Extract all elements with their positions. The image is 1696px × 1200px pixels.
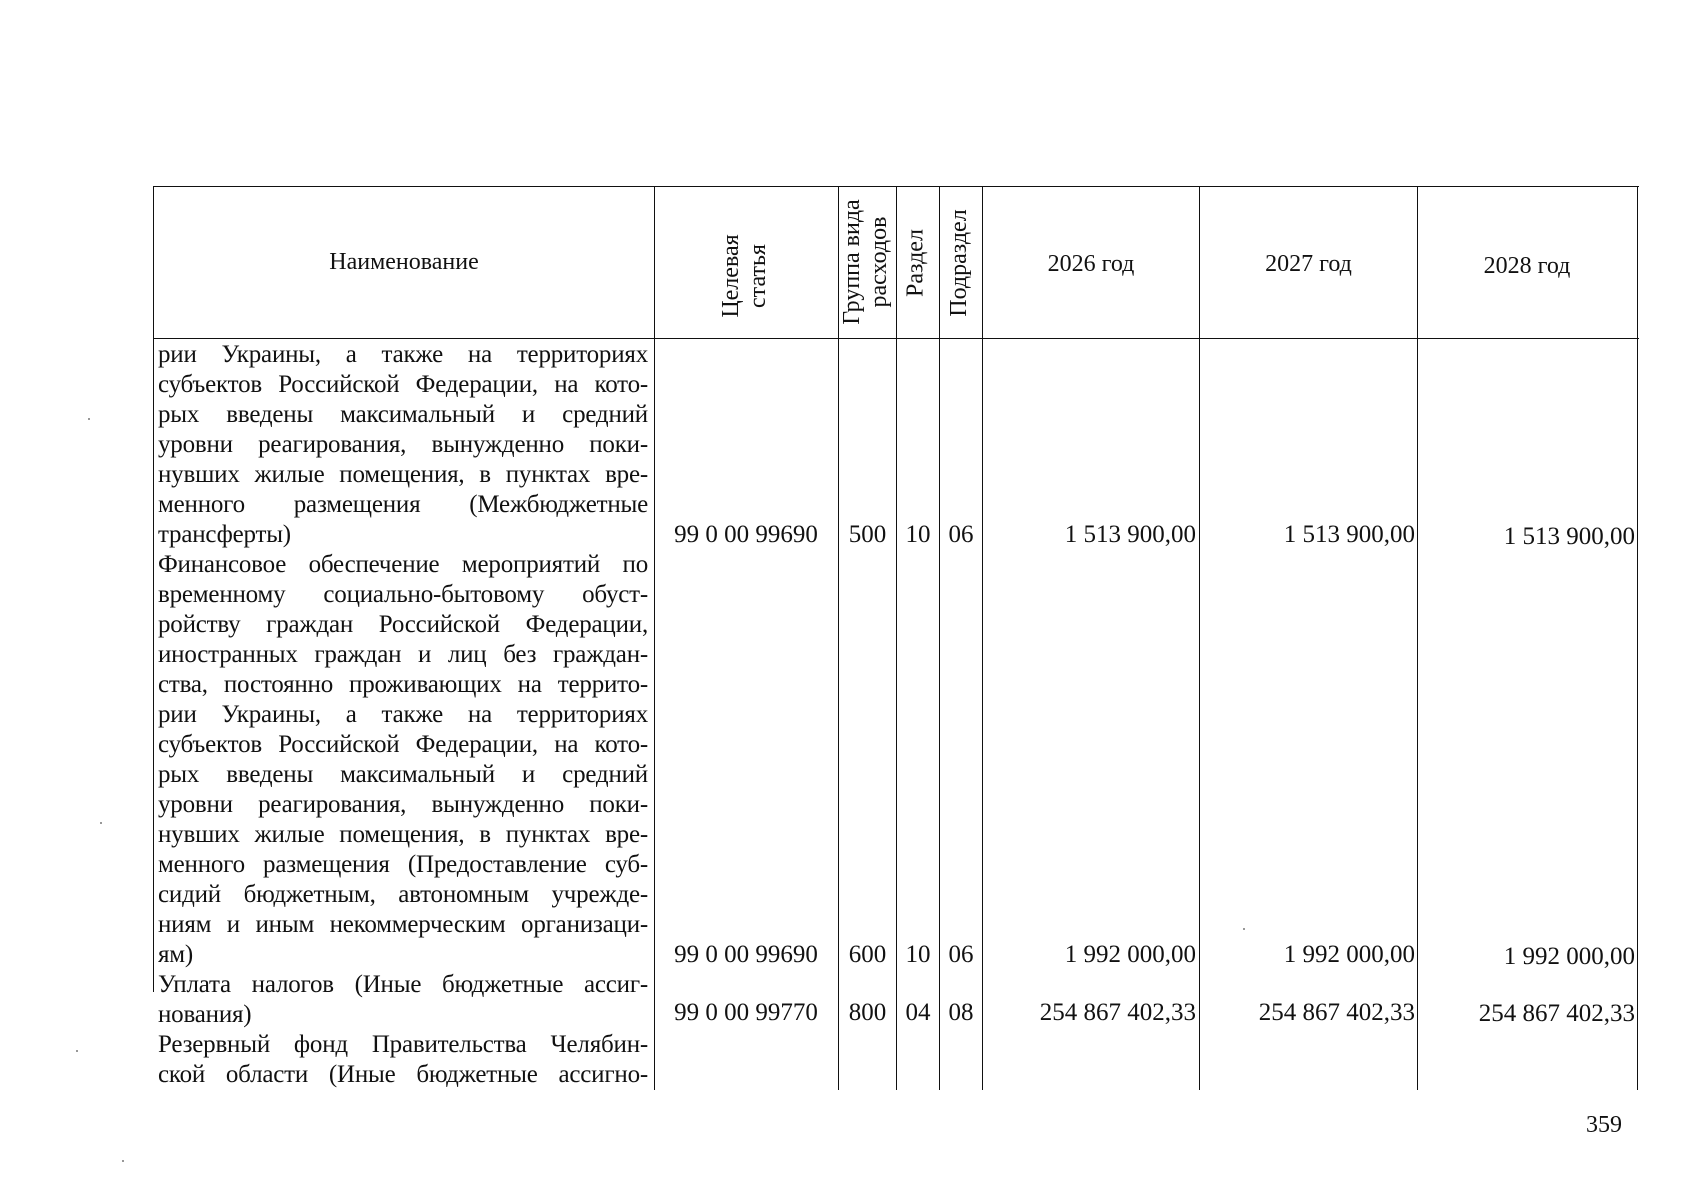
- amount-2026-cell: 254 867 402,33: [1039, 999, 1196, 1026]
- header-expense-group: Группа вида расходов: [839, 199, 892, 325]
- column-divider: [1199, 186, 1200, 1090]
- table-right-border: [1637, 186, 1638, 1090]
- table-row-1-name-line: менного размещения (Межбюджетные: [158, 491, 648, 518]
- table-row-3-name-line: Уплата налогов (Иные бюджетные ассиг-: [158, 971, 648, 998]
- subsection-cell: 06: [948, 521, 974, 548]
- amount-2026-cell: 1 513 900,00: [1064, 521, 1196, 548]
- header-subsection: Подраздел: [946, 209, 972, 317]
- column-divider: [982, 186, 983, 1090]
- table-row-2-name-line: рии Украины, а также на территориях: [158, 701, 648, 728]
- page-number: 359: [1586, 1112, 1622, 1138]
- column-divider: [939, 186, 940, 1090]
- expense-group-cell: 500: [848, 521, 887, 548]
- table-row-2-name-line: субъектов Российской Федерации, на кото-: [158, 731, 648, 758]
- header-year-2027: 2027 год: [1265, 251, 1352, 277]
- section-cell: 10: [905, 941, 931, 968]
- scan-speck: [100, 822, 102, 824]
- table-row-2-name-line: ства, постоянно проживающих на террито-: [158, 671, 648, 698]
- table-row-2-name-line: ям): [158, 941, 194, 968]
- column-divider: [1417, 186, 1418, 1090]
- header-name: Наименование: [329, 249, 479, 275]
- table-row-2-name-line: рых введены максимальный и средний: [158, 761, 648, 788]
- table-row-2-name-line: иностранных граждан и лиц без граждан-: [158, 641, 648, 668]
- table-row-1-name-line: рии Украины, а также на территориях: [158, 341, 648, 368]
- table-row-1-name-line: рых введены максимальный и средний: [158, 401, 648, 428]
- table-row-2-name-line: менного размещения (Предоставление суб-: [158, 851, 648, 878]
- section-cell: 10: [905, 521, 931, 548]
- amount-2027-cell: 254 867 402,33: [1258, 999, 1415, 1026]
- expense-group-cell: 600: [848, 941, 887, 968]
- scan-speck: [1243, 928, 1245, 930]
- amount-2026-cell: 1 992 000,00: [1064, 941, 1196, 968]
- column-divider: [896, 186, 897, 1090]
- table-row-2-name-line: временному социально-бытовому обуст-: [158, 581, 648, 608]
- scan-speck: [122, 1160, 124, 1162]
- table-row-3-name-line: нования): [158, 1001, 252, 1028]
- table-row-2-name-line: ниям и иным некоммерческим организаци-: [158, 911, 648, 938]
- amount-2027-cell: 1 513 900,00: [1283, 521, 1415, 548]
- column-divider: [654, 186, 655, 1090]
- subsection-cell: 06: [948, 941, 974, 968]
- table-row-1-name-line: субъектов Российской Федерации, на кото-: [158, 371, 648, 398]
- table-name-column: [158, 340, 648, 1090]
- expense-group-cell: 800: [848, 999, 887, 1026]
- target-article-cell: 99 0 00 99690: [674, 941, 818, 968]
- table-row-1-name-line: трансферты): [158, 521, 291, 548]
- table-row-2-name-line: Финансовое обеспечение мероприятий по: [158, 551, 648, 578]
- scan-speck: [76, 1050, 78, 1052]
- header-target-article: Целевая статья: [718, 234, 771, 318]
- subsection-cell: 08: [948, 999, 974, 1026]
- table-row-2-name-line: нувших жилые помещения, в пунктах вре-: [158, 821, 648, 848]
- header-year-2028: 2028 год: [1483, 253, 1571, 279]
- header-section: Раздел: [902, 229, 929, 297]
- amount-2028-cell: 254 867 402,33: [1478, 1000, 1635, 1027]
- table-row-2-name-line: сидий бюджетным, автономным учрежде-: [158, 881, 648, 908]
- amount-2028-cell: 1 513 900,00: [1503, 523, 1635, 550]
- header-year-2026: 2026 год: [1047, 251, 1135, 277]
- table-row-2-name-line: ройству граждан Российской Федерации,: [158, 611, 648, 638]
- target-article-cell: 99 0 00 99690: [674, 521, 818, 548]
- table-row-1-name-line: нувших жилые помещения, в пунктах вре-: [158, 461, 648, 488]
- section-cell: 04: [905, 999, 931, 1026]
- scan-speck: [88, 418, 90, 420]
- table-row-4-name-line: Резервный фонд Правительства Челябин-: [158, 1031, 648, 1058]
- target-article-cell: 99 0 00 99770: [674, 999, 818, 1026]
- table-left-border: [153, 186, 154, 992]
- table-row-1-name-line: уровни реагирования, вынужденно поки-: [158, 431, 648, 458]
- amount-2027-cell: 1 992 000,00: [1283, 941, 1415, 968]
- amount-2028-cell: 1 992 000,00: [1503, 943, 1635, 970]
- table-row-4-name-line: ской области (Иные бюджетные ассигно-: [158, 1061, 648, 1088]
- table-row-2-name-line: уровни реагирования, вынужденно поки-: [158, 791, 648, 818]
